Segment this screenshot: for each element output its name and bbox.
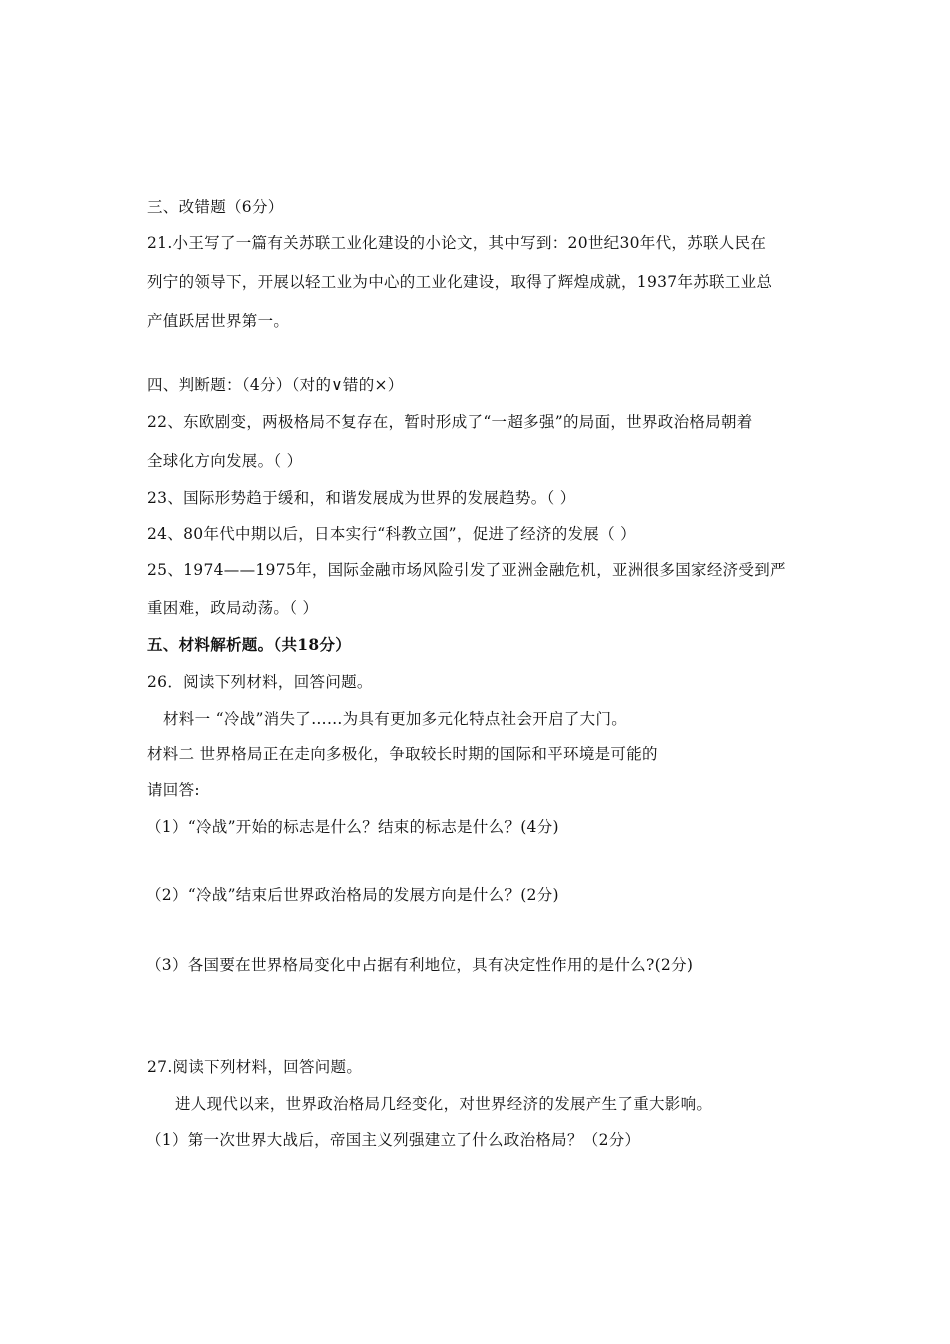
question-21-line-3: 产值跃居世界第一。 <box>147 312 290 330</box>
question-26-intro: 26．阅读下列材料，回答问题。 <box>147 673 373 691</box>
question-27-intro: 27.阅读下列材料，回答问题。 <box>147 1058 363 1076</box>
section-3-heading: 三、改错题（6分） <box>147 198 284 216</box>
question-27-sub-1: （1）第一次世界大战后，帝国主义列强建立了什么政治格局？（2分） <box>146 1131 641 1149</box>
question-26-sub-3: （3）各国要在世界格局变化中占据有利地位，具有决定性作用的是什么?(2分) <box>146 956 694 974</box>
question-22-line-2: 全球化方向发展。（ ） <box>147 452 303 470</box>
question-25-line-1: 25、1974——1975年，国际金融市场风险引发了亚洲金融危机，亚洲很多国家经济受到严 <box>147 561 786 579</box>
question-21-line-2: 列宁的领导下，开展以轻工业为中心的工业化建设，取得了辉煌成就，1937年苏联工业总 <box>147 273 773 291</box>
question-25-line-2: 重困难，政局动荡。（ ） <box>147 599 319 617</box>
section-5-heading: 五、材料解析题。（共18分） <box>147 635 352 654</box>
section-4-heading: 四、判断题：（4分）（对的∨错的×） <box>147 376 404 394</box>
question-26-sub-2: （2）“冷战”结束后世界政治格局的发展方向是什么？(2分) <box>146 886 559 904</box>
question-23: 23、国际形势趋于缓和，和谐发展成为世界的发展趋势。（ ） <box>147 489 576 507</box>
question-26-material-1: 材料一 “冷战”消失了……为具有更加多元化特点社会开启了大门。 <box>163 710 628 728</box>
question-22-line-1: 22、东欧剧变，两极格局不复存在，暂时形成了“一超多强”的局面，世界政治格局朝着 <box>147 413 753 431</box>
question-24: 24、80年代中期以后，日本实行“科教立国”，促进了经济的发展（ ） <box>147 525 636 543</box>
question-21-line-1: 21.小王写了一篇有关苏联工业化建设的小论文，其中写到：20世纪30年代，苏联人民在 <box>147 234 767 252</box>
question-26-material-2: 材料二 世界格局正在走向多极化，争取较长时期的国际和平环境是可能的 <box>147 745 658 763</box>
question-26-sub-1: （1）“冷战”开始的标志是什么？结束的标志是什么？(4分) <box>146 818 559 836</box>
question-26-prompt: 请回答: <box>147 781 200 799</box>
question-27-material: 进人现代以来，世界政治格局几经变化，对世界经济的发展产生了重大影响。 <box>175 1095 713 1113</box>
